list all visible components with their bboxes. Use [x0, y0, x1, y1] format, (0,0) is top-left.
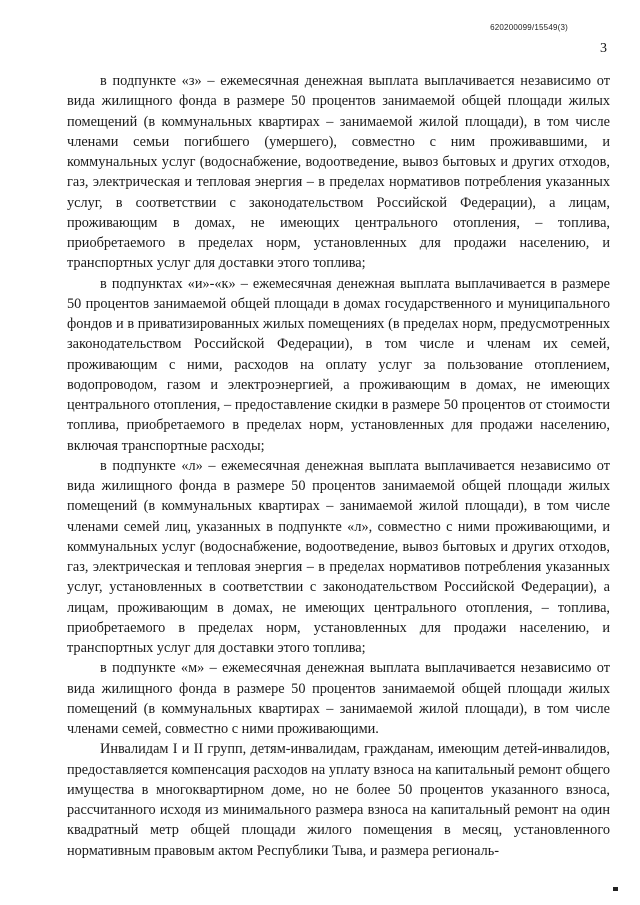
document-code: 620200099/15549(3)	[490, 23, 568, 32]
paragraph-disability-compensation: Инвалидам I и II групп, детям-инвалидам, гражданам, имеющим детей-инвалидов, предоставляется компенсация расходов на уплату взноса на капитальный ремонт общего имущества в многоквартирном доме, но не более 50 процентов указанного взноса, рассчитанного исходя из минимального размера взноса на капитальный ремонт на один квадратный метр общей площади жилого помещения в месяц, установленного нормативным правовым актом Республики Тыва, и размера региональ-	[67, 741, 610, 859]
paragraph-subitem-m: в подпункте «м» – ежемесячная денежная выплата выплачивается независимо от вида жилищного фонда в размере 50 процентов занимаемой общей площади жилых помещений (в коммунальных квартирах – занимаемой жилой площади), в том числе членами семей, совместно с ними проживающими.	[67, 660, 610, 737]
paragraph-subitem-l: в подпункте «л» – ежемесячная денежная выплата выплачивается независимо от вида жилищного фонда в размере 50 процентов занимаемой общей площади жилых помещений (в коммунальных квартирах – занимаемой жилой площади), в том числе членами семей лиц, указанных в подпункте «л», совместно с ними проживающими, и коммунальных услуг (водоснабжение, водоотведение, вывоз бытовых и других отходов, газ, электрическая и тепловая энергия – в пределах нормативов потребления указанных услуг, установленных в соответствии с законодательством Российской Федерации), а лицам, проживающим в домах, не имеющих центрального отопления, – топлива, приобретаемого в пределах норм, установленных для продажи населению, и транспортных услуг для доставки этого топлива;	[67, 457, 610, 656]
page-number: 3	[600, 41, 607, 56]
scan-mark	[613, 887, 618, 891]
paragraph-subitems-i-k: в подпунктах «и»-«к» – ежемесячная денежная выплата выплачивается в размере 50 процентов занимаемой общей площади в домах государственного и муниципального фондов и в приватизированных жилых помещениях (в пределах норм, предусмотренных законодательством Российской Федерации), в том числе и членам их семей, проживающим с ними, расходов на оплату услуг за пользование отоплением, водопроводом, газом и электроэнергией, а проживающим в домах, не имеющих центрального отопления, – предоставление скидки в размере 50 процентов от стоимости топлива, приобретаемого в пределах норм, установленных для продажи населению, включая транспортные расходы;	[67, 275, 610, 454]
document-body	[67, 71, 610, 861]
paragraph-subitem-z: в подпункте «з» – ежемесячная денежная выплата выплачивается независимо от вида жилищного фонда в размере 50 процентов занимаемой общей площади жилых помещений (в коммунальных квартирах – занимаемой жилой площади), в том числе членами семьи погибшего (умершего), совместно с ним проживавшими, и коммунальных услуг (водоснабжение, водоотведение, вывоз бытовых и других отходов, газ, электрическая и тепловая энергия – в пределах нормативов потребления указанных услуг, в соответствии с законодательством Российской Федерации), а лицам, проживающим в домах, не имеющих центрального отопления, – топлива, приобретаемого в пределах норм, установленных для продажи населению, и транспортных услуг для доставки этого топлива;	[67, 73, 610, 272]
